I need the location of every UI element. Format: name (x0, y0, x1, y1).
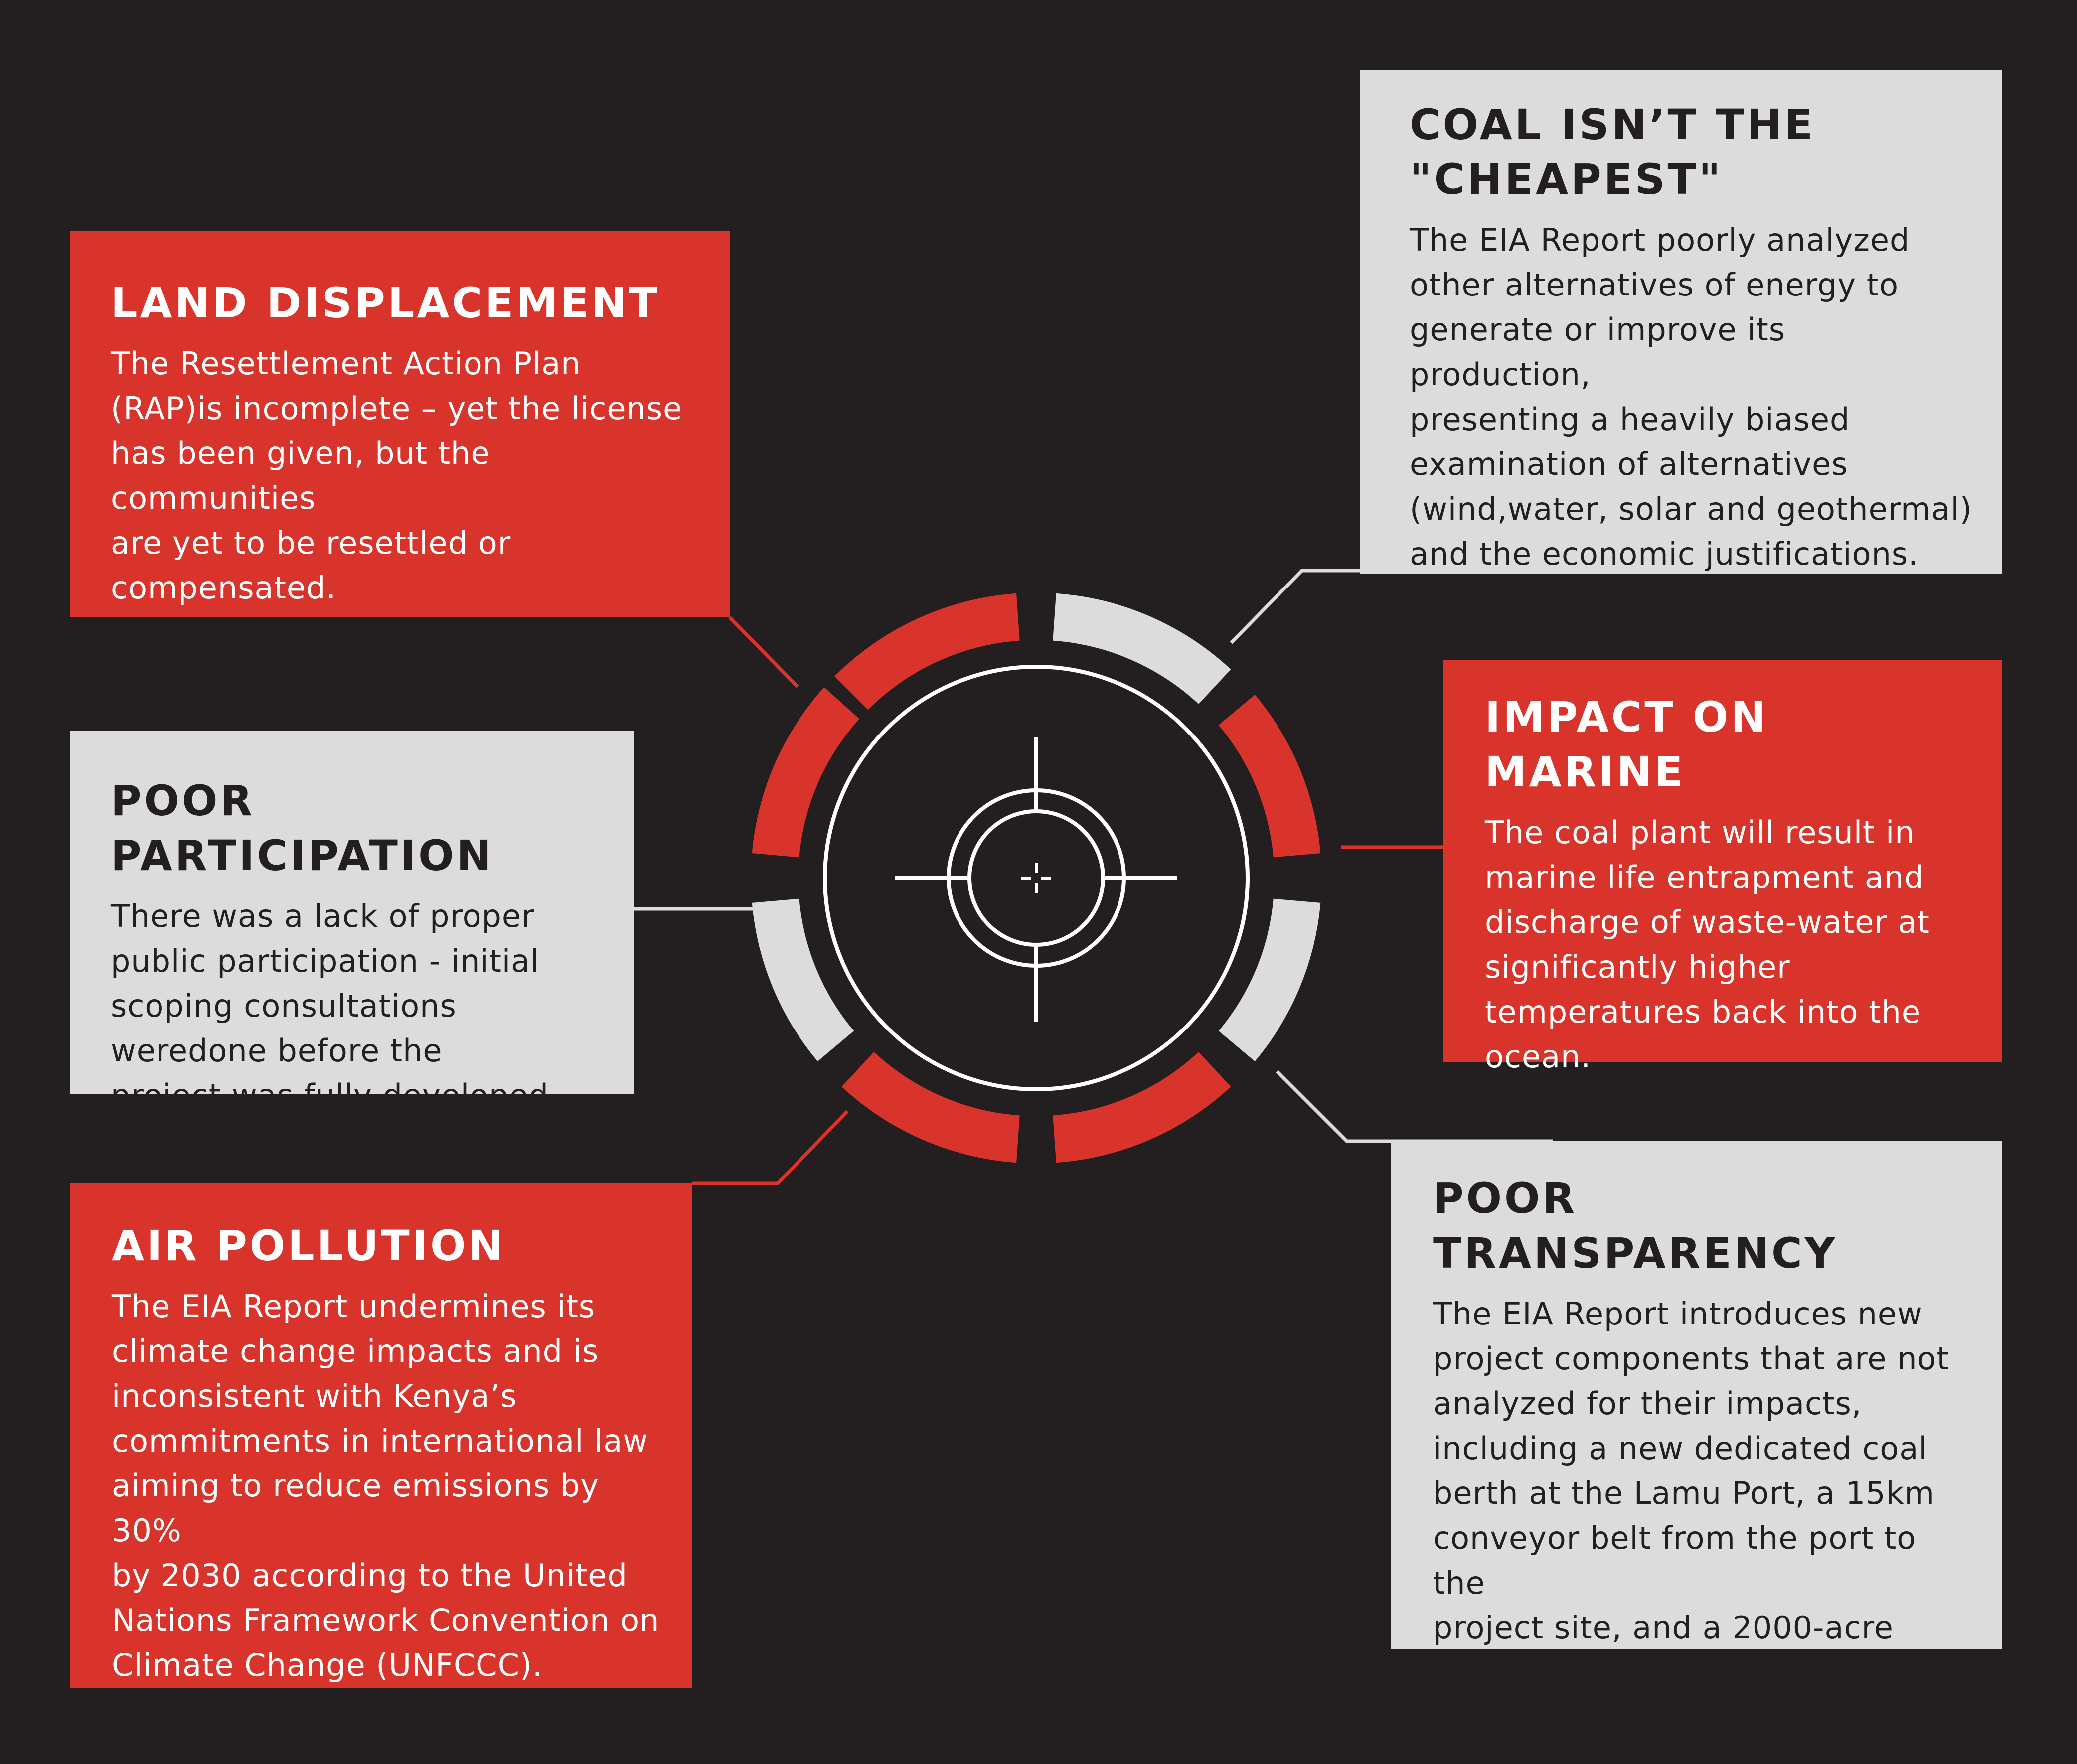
card-body-line: aiming to reduce emissions by 30% (112, 1468, 599, 1549)
card-body-line: There was a lack of proper (111, 898, 535, 934)
connector-air (692, 1111, 847, 1183)
card-title: POOR TRANSPARENCY (1433, 1174, 1838, 1278)
card-body-line: scoping consultations (111, 988, 457, 1024)
spacer (1485, 799, 1977, 810)
spacer (1433, 1281, 1977, 1292)
card-body-line: inconsistent with Kenya’s (112, 1378, 517, 1414)
card-body-line: other alternatives of energy to (1410, 267, 1899, 303)
spacer (111, 330, 705, 341)
card-title-line: "CHEAPEST" (1410, 155, 1723, 204)
card-title: LAND DISPLACEMENT (111, 279, 660, 327)
card-title: AIR POLLUTION (112, 1221, 506, 1270)
card-body-line: discharge of waste-water at (1485, 904, 1930, 940)
spacer (111, 883, 609, 894)
card-body-line: (RAP)is incomplete – yet the license (111, 390, 683, 427)
ring-segment (1219, 695, 1321, 857)
ring-segment (842, 1052, 1020, 1163)
card-body-line: conveyor belt from the port to the (1433, 1520, 1917, 1601)
card-title: IMPACT ON MARINE (1485, 693, 1768, 796)
spacer (1410, 207, 1977, 218)
card-body-line: marine life entrapment and (1485, 859, 1924, 895)
card-body-line: and the economic justifications. (1410, 536, 1918, 572)
ring-segment (1053, 593, 1231, 704)
card-body-line: The coal plant will result in (1485, 814, 1915, 851)
spacer (112, 1273, 667, 1284)
card-body-line: temperatures back into the (1485, 994, 1921, 1030)
card-body-line: climate change impacts and is (112, 1333, 599, 1369)
card-body-line: (wind,water, solar and geothermal) (1410, 491, 1972, 527)
card-body-line: analyzed for their impacts, (1433, 1385, 1862, 1422)
card-body-line: Climate Change (UNFCCC). (112, 1647, 543, 1683)
card-body-line: The EIA Report introduces new (1433, 1296, 1923, 1332)
connector-lines (634, 571, 1553, 1183)
card-body-line: are yet to be resettled or (111, 525, 511, 561)
card-body-line: berth at the Lamu Port, a 15km (1433, 1475, 1935, 1511)
card-body-line: public participation - initial (111, 943, 540, 979)
ring-segment (752, 899, 854, 1061)
ring-segments (752, 593, 1321, 1163)
connector-coal (1231, 571, 1360, 643)
card-body-line: project site, and a 2000-acre (1433, 1610, 1894, 1646)
card-title-line: COAL ISN’T THE (1410, 100, 1816, 149)
card-body-line: Nations Framework Convention on (112, 1602, 660, 1638)
card-body-line: The EIA Report undermines its (112, 1288, 596, 1324)
card-land-displacement (70, 231, 730, 617)
card-air-pollution (70, 1183, 692, 1688)
card-poor-transparency (1391, 1141, 2002, 1691)
card-body-line: has been given, but the communities (111, 435, 490, 516)
card-body-line: The EIA Report poorly analyzed (1410, 222, 1910, 258)
ring-segment (752, 687, 859, 857)
card-body-line: weredone before the (111, 1032, 443, 1069)
ring-segment (1053, 1052, 1231, 1163)
outer-target-ring (825, 667, 1248, 1089)
card-body-line: by 2030 according to the United (112, 1557, 628, 1594)
card-coal-not-cheapest (1360, 70, 2002, 574)
card-body-line: compensated. (111, 570, 337, 606)
card-body-line: ocean. (1485, 1038, 1592, 1075)
connector-transparency (1277, 1071, 1553, 1141)
card-title: POOR PARTICIPATION (111, 776, 494, 880)
card-impact-on-marine (1443, 660, 2002, 1075)
card-body-line: The Resettlement Action Plan (111, 345, 581, 382)
card-body-line: project was fully developed. (111, 1077, 559, 1114)
middle-target-ring (949, 790, 1124, 966)
ring-segment (834, 593, 1020, 710)
card-body-line: commitments in international law (112, 1423, 649, 1459)
ring-segment (1219, 899, 1321, 1061)
card-body-line: limestone concession. (1433, 1654, 1786, 1691)
card-body-line: project components that are not (1433, 1340, 1949, 1377)
inner-target-ring (969, 811, 1103, 945)
card-body-line: examination of alternatives (1410, 446, 1848, 482)
connector-land (730, 617, 798, 687)
card-body-line: presenting a heavily biased (1410, 401, 1850, 438)
card-body-line: including a new dedicated coal (1433, 1430, 1928, 1467)
card-body-line: significantly higher (1485, 949, 1790, 985)
card-body-line: generate or improve its production, (1410, 311, 1786, 393)
crosshair-target-icon (825, 667, 1248, 1089)
card-poor-participation (70, 731, 634, 1114)
